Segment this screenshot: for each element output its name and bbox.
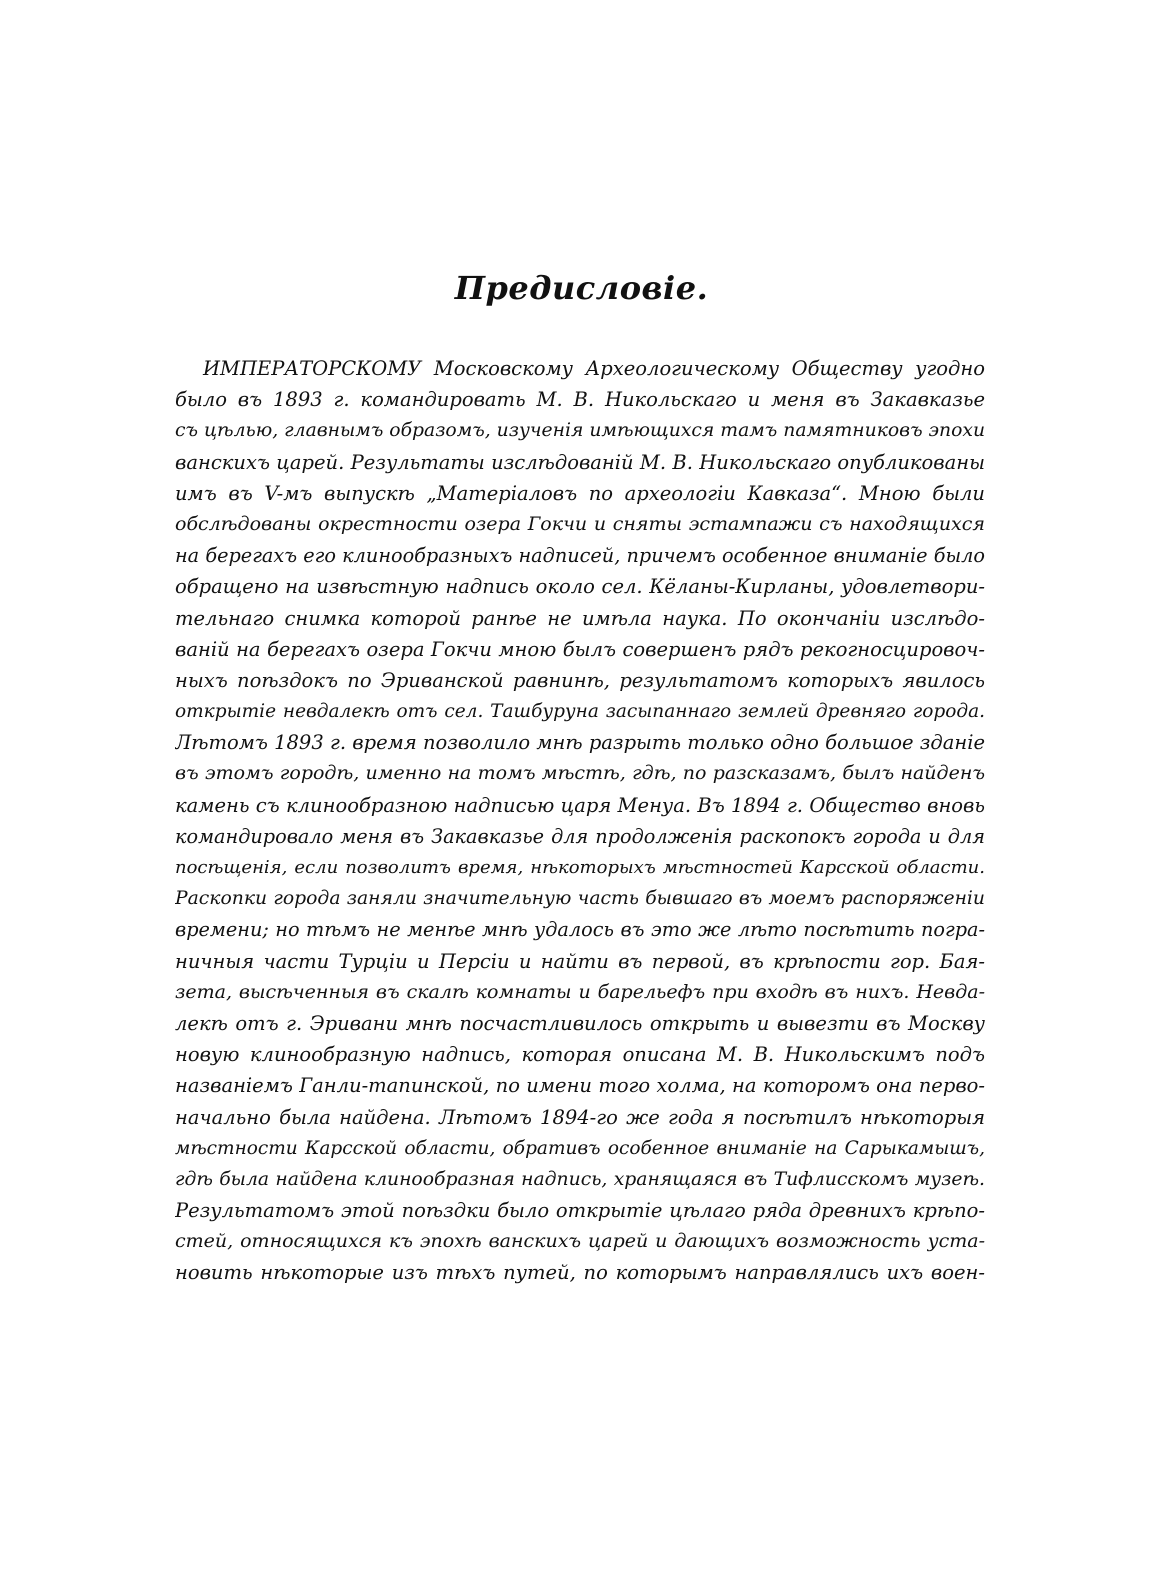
text-line: тельнаго снимка которой ранѣе не имѣла наука. По окончаніи изслѣдо- [175, 606, 985, 630]
text-line: камень съ клинообразною надписью царя Менуа. Въ 1894 г. Общество вновь [175, 793, 985, 817]
text-line: было въ 1893 г. командировать М. В. Никольскаго и меня въ Закавказье [175, 388, 985, 412]
text-line: времени; но тѣмъ не менѣе мнѣ удалось въ это же лѣто посѣтить погра- [175, 918, 985, 942]
text-line: гдѣ была найдена клинообразная надпись, хранящаяся въ Тифлисскомъ музеѣ. [175, 1168, 985, 1190]
text-line: посѣщенія, если позволитъ время, нѣкоторыхъ мѣстностей Карсской области. [175, 857, 985, 878]
text-line: лекѣ отъ г. Эривани мнѣ посчастливилось открыть и вывезти въ Москву [175, 1011, 985, 1035]
text-line: обращено на извѣстную надпись около сел. Кёланы-Кирланы, удовлетвори- [175, 575, 985, 599]
text-line: ИМПЕРАТОРСКОМУ Московскому Археологическому Обществу угодно [203, 357, 985, 380]
text-line: зета, высѣченныя въ скалѣ комнаты и барельефъ при входѣ въ нихъ. Невда- [175, 980, 985, 1003]
text-line: начально была найдена. Лѣтомъ 1894-го же года я посѣтилъ нѣкоторыя [175, 1105, 985, 1129]
text-line: Результатомъ этой поѣздки было открытіе цѣлаго ряда древнихъ крѣпо- [175, 1199, 985, 1223]
text-line: ничныя части Турціи и Персіи и найти въ первой, въ крѣпости гор. Бая- [175, 949, 985, 973]
body-paragraph [175, 353, 985, 1289]
text-line: въ этомъ городѣ, именно на томъ мѣстѣ, гдѣ, по разсказамъ, былъ найденъ [175, 762, 985, 785]
text-line: стей, относящихся къ эпохѣ ванскихъ царей и дающихъ возможность уста- [175, 1230, 985, 1253]
text-line: на берегахъ его клинообразныхъ надписей, причемъ особенное вниманіе было [175, 544, 985, 568]
text-line: новую клинообразную надпись, которая описана М. В. Никольскимъ подъ [175, 1043, 985, 1067]
text-line: ванскихъ царей. Результаты изслѣдованій М. В. Никольскаго опубликованы [175, 450, 985, 474]
text-line: имъ въ V-мъ выпускѣ „Матеріаловъ по археологіи Кавказа“. Мною были [175, 481, 985, 505]
page-title: Предисловіе. [454, 269, 709, 307]
text-line: ныхъ поѣздокъ по Эриванской равнинѣ, результатомъ которыхъ явилось [175, 668, 985, 692]
text-line: командировало меня въ Закавказье для продолженія раскопокъ города и для [175, 824, 985, 848]
text-line: открытіе невдалекѣ отъ сел. Ташбуруна засыпаннаго землей древняго города. [175, 701, 985, 723]
text-line: новить нѣкоторые изъ тѣхъ путей, по которымъ направлялись ихъ воен- [175, 1261, 985, 1285]
text-line: мѣстности Карсской области, обративъ особенное вниманіе на Сарыкамышъ, [175, 1137, 985, 1159]
text-line: обслѣдованы окрестности озера Гокчи и сняты эстампажи съ находящихся [175, 512, 985, 535]
text-line: ваній на берегахъ озера Гокчи мною былъ совершенъ рядъ рекогносцировоч- [175, 637, 985, 661]
text-line: Лѣтомъ 1893 г. время позволило мнѣ разрыть только одно большое зданіе [175, 731, 985, 755]
text-line: Раскопки города заняли значительную часть бывшаго въ моемъ распоряженіи [175, 888, 985, 910]
text-line: съ цѣлью, главнымъ образомъ, изученія имѣющихся тамъ памятниковъ эпохи [175, 420, 985, 442]
text-line: названіемъ Ганли-тапинской, по имени того холма, на которомъ она перво- [175, 1074, 985, 1098]
